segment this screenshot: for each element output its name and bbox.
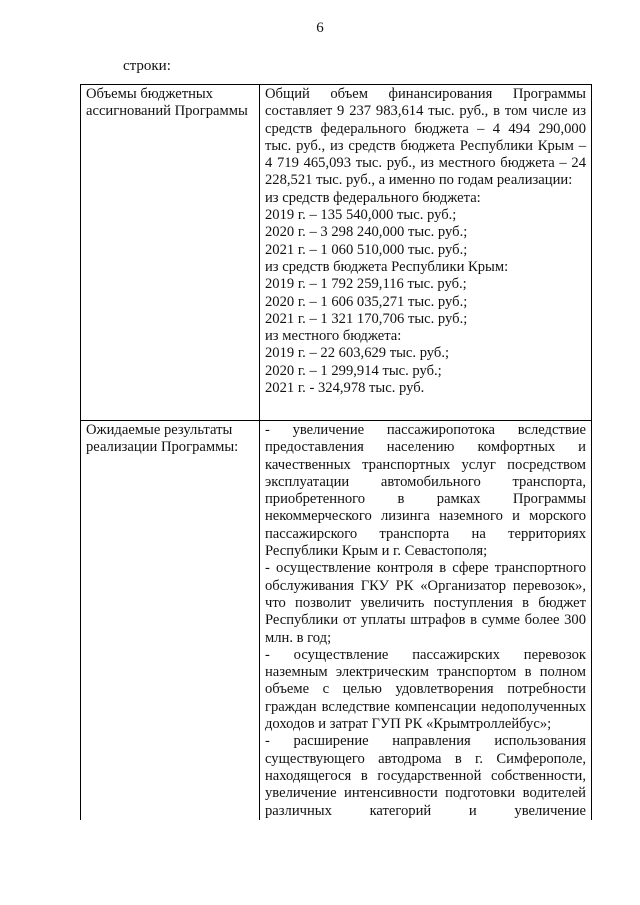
row-label-budget: Объемы бюджетных ассигнований Программы xyxy=(81,85,260,421)
budget-paragraph: из средств бюджета Республики Крым: xyxy=(265,258,509,275)
budget-paragraph: 2019 г. – 1 792 259,116 тыс. руб.; xyxy=(265,276,467,293)
results-paragraph: - расширение направления использования существующего автодрома в г. Симферополе, находящегося в государственной собственности, увеличение интенсивности подготовки водителей различных категорий и увеличение xyxy=(265,733,586,819)
intro-text: строки: xyxy=(123,58,171,74)
budget-paragraph: 2020 г. – 3 298 240,000 тыс. руб.; xyxy=(265,224,468,241)
budget-paragraph: 2021 г. - 324,978 тыс. руб. xyxy=(265,380,425,397)
row-content-budget xyxy=(260,85,592,421)
budget-paragraph: 2019 г. – 135 540,000 тыс. руб.; xyxy=(265,207,457,224)
results-paragraph: - осуществление контроля в сфере транспортного обслуживания ГКУ РК «Организатор перевозок», что позволит увеличить поступления в бюджет Республики от уплаты штрафов в сумме более 300 млн. в год; xyxy=(265,560,586,646)
budget-paragraph: 2021 г. – 1 321 170,706 тыс. руб.; xyxy=(265,310,468,327)
budget-paragraph: 2020 г. – 1 299,914 тыс. руб.; xyxy=(265,362,442,379)
budget-paragraph: из местного бюджета: xyxy=(265,328,402,345)
row-content-results xyxy=(260,421,592,821)
budget-paragraph: из средств федерального бюджета: xyxy=(265,189,481,206)
budget-paragraph: 2019 г. – 22 603,629 тыс. руб.; xyxy=(265,345,450,362)
table-row-budget xyxy=(81,85,592,421)
table-row-results xyxy=(81,421,592,821)
budget-paragraph: Общий объем финансирования Программы составляет 9 237 983,614 тыс. руб., в том числе из средств федерального бюджета – 4 494 290,000 тыс. руб., из средств бюджета Республики Крым – 4 719 465,093 тыс. руб., из местного бюджета – 24 228,521 тыс. руб., а именно по годам реализации: xyxy=(265,86,586,189)
page-number: 6 xyxy=(316,20,324,36)
row-label-results: Ожидаемые результаты реализации Программы: xyxy=(81,421,260,821)
program-table xyxy=(80,84,592,820)
budget-paragraph: 2021 г. – 1 060 510,000 тыс. руб.; xyxy=(265,241,468,258)
results-paragraph: - увеличение пассажиропотока вследствие предоставления населению комфортных и качественных транспортных услуг посредством эксплуатации автомобильного транспорта, приобретенного в рамках Программы некоммерческого лизинга наземного и морского пассажирского транспорта на территориях Республики Крым и г. Севастополя; xyxy=(265,422,586,560)
budget-paragraph: 2020 г. – 1 606 035,271 тыс. руб.; xyxy=(265,293,468,310)
results-paragraph: - осуществление пассажирских перевозок наземным электрическим транспортом в полном объеме с целью удовлетворения потребности граждан вследствие компенсации недополученных доходов и затрат ГУП РК «Крымтроллейбус»; xyxy=(265,646,586,733)
